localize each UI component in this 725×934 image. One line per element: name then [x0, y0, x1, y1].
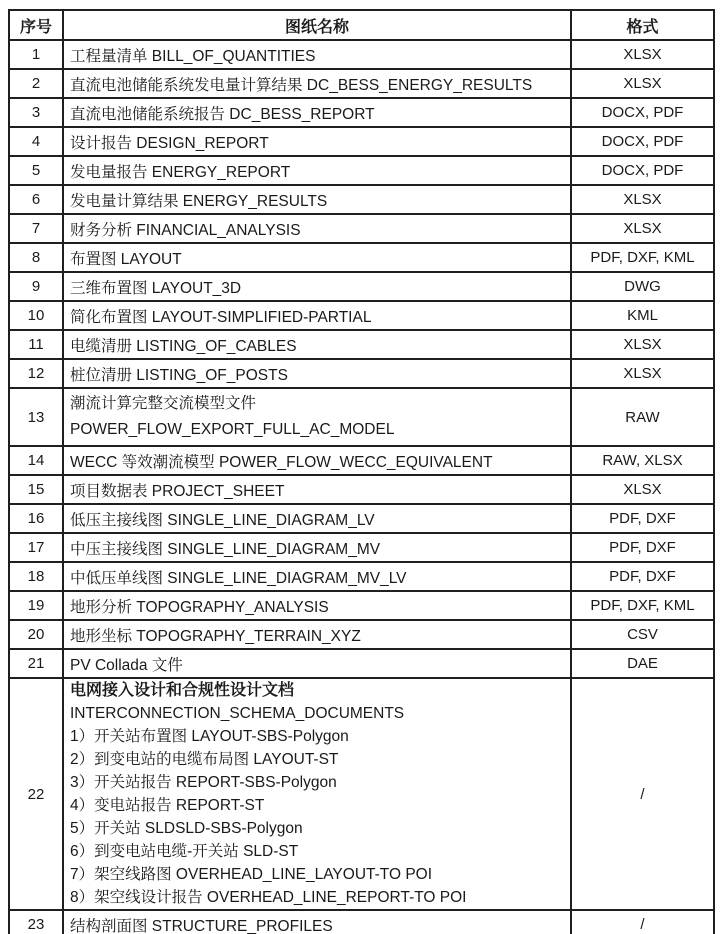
format-cell: / — [571, 678, 714, 910]
row-no-cell: 20 — [9, 620, 63, 649]
format-cell: PDF, DXF — [571, 504, 714, 533]
column-header-format: 格式 — [571, 10, 714, 40]
row-no-cell: 7 — [9, 214, 63, 243]
format-cell: XLSX — [571, 359, 714, 388]
drawing-name-cell: 电缆清册 LISTING_OF_CABLES — [63, 330, 571, 359]
table-row — [9, 504, 714, 533]
header-row — [9, 10, 714, 40]
row-no-cell: 22 — [9, 678, 63, 910]
drawing-name-line: 6）到变电站电缆-开关站 SLD-ST — [70, 843, 299, 860]
drawing-name-cell: 直流电池储能系统发电量计算结果 DC_BESS_ENERGY_RESULTS — [63, 69, 571, 98]
table-row — [9, 272, 714, 301]
table-row — [9, 69, 714, 98]
table-row — [9, 446, 714, 475]
drawing-name-line: POWER_FLOW_EXPORT_FULL_AC_MODEL — [70, 421, 395, 438]
format-cell: DOCX, PDF — [571, 98, 714, 127]
row-no-cell: 13 — [9, 388, 63, 446]
format-cell: RAW — [571, 388, 714, 446]
table-row — [9, 533, 714, 562]
row-no-cell: 16 — [9, 504, 63, 533]
table-row — [9, 185, 714, 214]
format-cell: XLSX — [571, 330, 714, 359]
row-no-cell: 10 — [9, 301, 63, 330]
drawing-name-cell: 低压主接线图 SINGLE_LINE_DIAGRAM_LV — [63, 504, 571, 533]
column-header-no: 序号 — [9, 10, 63, 40]
table-row — [9, 127, 714, 156]
drawing-name-line: 1）开关站布置图 LAYOUT-SBS-Polygon — [70, 728, 349, 745]
format-cell: KML — [571, 301, 714, 330]
drawing-name-cell: WECC 等效潮流模型 POWER_FLOW_WECC_EQUIVALENT — [63, 446, 571, 475]
row-no-cell: 1 — [9, 40, 63, 69]
format-cell: DAE — [571, 649, 714, 678]
table-row — [9, 330, 714, 359]
drawing-name-cell: 工程量清单 BILL_OF_QUANTITIES — [63, 40, 571, 69]
drawing-name-cell: PV Collada 文件 — [63, 649, 571, 678]
table-row — [9, 214, 714, 243]
table-row — [9, 910, 714, 934]
drawing-name-cell: 布置图 LAYOUT — [63, 243, 571, 272]
drawing-name-cell: 发电量报告 ENERGY_REPORT — [63, 156, 571, 185]
row-no-cell: 17 — [9, 533, 63, 562]
row-no-cell: 2 — [9, 69, 63, 98]
drawing-name-cell — [63, 388, 571, 446]
table-row — [9, 649, 714, 678]
table-row — [9, 475, 714, 504]
format-cell: / — [571, 910, 714, 934]
drawing-name-cell: 地形分析 TOPOGRAPHY_ANALYSIS — [63, 591, 571, 620]
row-no-cell: 8 — [9, 243, 63, 272]
row-no-cell: 3 — [9, 98, 63, 127]
drawing-name-line: INTERCONNECTION_SCHEMA_DOCUMENTS — [70, 705, 405, 722]
row-no-cell: 19 — [9, 591, 63, 620]
drawing-name-line: 2）到变电站的电缆布局图 LAYOUT-ST — [70, 751, 339, 768]
table-row — [9, 301, 714, 330]
row-no-cell: 21 — [9, 649, 63, 678]
row-no-cell: 11 — [9, 330, 63, 359]
drawing-list-table — [8, 9, 715, 934]
table-row — [9, 562, 714, 591]
drawing-name-line: 潮流计算完整交流模型文件 — [70, 395, 257, 412]
table-row — [9, 678, 714, 910]
format-cell: PDF, DXF — [571, 562, 714, 591]
table-row — [9, 620, 714, 649]
drawing-name-cell: 直流电池储能系统报告 DC_BESS_REPORT — [63, 98, 571, 127]
table-row — [9, 98, 714, 127]
table-row — [9, 243, 714, 272]
row-no-cell: 12 — [9, 359, 63, 388]
drawing-name-line: 5）开关站 SLDSLD-SBS-Polygon — [70, 820, 303, 837]
drawing-name-cell: 中低压单线图 SINGLE_LINE_DIAGRAM_MV_LV — [63, 562, 571, 591]
row-no-cell: 18 — [9, 562, 63, 591]
table-row — [9, 591, 714, 620]
format-cell: XLSX — [571, 69, 714, 98]
table-row — [9, 156, 714, 185]
row-no-cell: 14 — [9, 446, 63, 475]
drawing-name-cell: 财务分析 FINANCIAL_ANALYSIS — [63, 214, 571, 243]
drawing-name-cell: 项目数据表 PROJECT_SHEET — [63, 475, 571, 504]
row-no-cell: 9 — [9, 272, 63, 301]
drawing-name-line: 4）变电站报告 REPORT-ST — [70, 797, 265, 814]
drawing-name-line: 7）架空线路图 OVERHEAD_LINE_LAYOUT-TO POI — [70, 866, 433, 883]
drawing-name-line: 8）架空线设计报告 OVERHEAD_LINE_REPORT-TO POI — [70, 889, 467, 906]
row-no-cell: 6 — [9, 185, 63, 214]
table-row — [9, 40, 714, 69]
format-cell: CSV — [571, 620, 714, 649]
drawing-name-cell: 桩位清册 LISTING_OF_POSTS — [63, 359, 571, 388]
drawing-name-cell: 发电量计算结果 ENERGY_RESULTS — [63, 185, 571, 214]
row-no-cell: 15 — [9, 475, 63, 504]
drawing-name-line: 3）开关站报告 REPORT-SBS-Polygon — [70, 774, 337, 791]
format-cell: XLSX — [571, 185, 714, 214]
format-cell: PDF, DXF, KML — [571, 591, 714, 620]
row-no-cell: 4 — [9, 127, 63, 156]
format-cell: PDF, DXF, KML — [571, 243, 714, 272]
row-no-cell: 5 — [9, 156, 63, 185]
column-header-name: 图纸名称 — [63, 10, 571, 40]
format-cell: PDF, DXF — [571, 533, 714, 562]
drawing-name-cell — [63, 678, 571, 910]
drawing-name-cell: 设计报告 DESIGN_REPORT — [63, 127, 571, 156]
format-cell: DWG — [571, 272, 714, 301]
row-no-cell: 23 — [9, 910, 63, 934]
format-cell: DOCX, PDF — [571, 156, 714, 185]
format-cell: XLSX — [571, 214, 714, 243]
drawing-name-cell: 结构剖面图 STRUCTURE_PROFILES — [63, 910, 571, 934]
drawing-name-title-line: 电网接入设计和合规性设计文档 — [70, 682, 295, 699]
table-row — [9, 388, 714, 446]
format-cell: XLSX — [571, 475, 714, 504]
drawing-name-cell: 中压主接线图 SINGLE_LINE_DIAGRAM_MV — [63, 533, 571, 562]
table-row — [9, 359, 714, 388]
drawing-name-cell: 地形坐标 TOPOGRAPHY_TERRAIN_XYZ — [63, 620, 571, 649]
format-cell: DOCX, PDF — [571, 127, 714, 156]
drawing-name-cell: 简化布置图 LAYOUT-SIMPLIFIED-PARTIAL — [63, 301, 571, 330]
format-cell: XLSX — [571, 40, 714, 69]
format-cell: RAW, XLSX — [571, 446, 714, 475]
drawing-name-cell: 三维布置图 LAYOUT_3D — [63, 272, 571, 301]
